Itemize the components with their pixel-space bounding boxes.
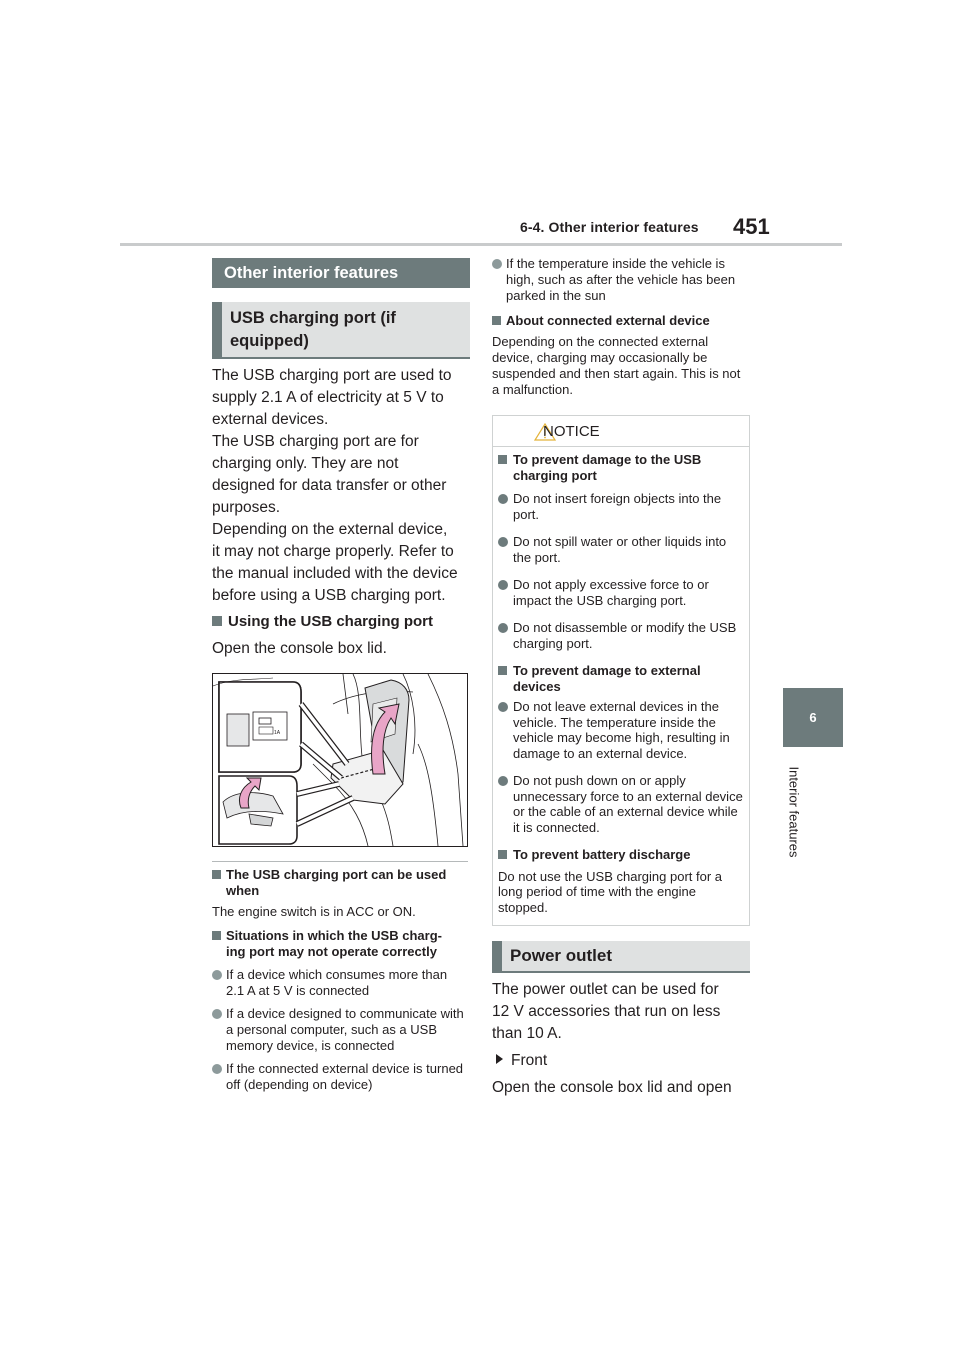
section-header: 6-4. Other interior features bbox=[520, 219, 699, 235]
note-usb-when: The USB charging port can be used when The engine switch is in ACC or ON. bbox=[212, 867, 447, 919]
front-label: Front bbox=[492, 1050, 750, 1072]
continued-list bbox=[492, 256, 750, 304]
subsection-title-usb: USB charging port (if equipped) bbox=[212, 302, 470, 359]
using-heading: Using the USB charging port bbox=[212, 613, 433, 630]
power-intro: The power outlet can be used for 12 V accessories that run on less than 10 A. bbox=[492, 981, 721, 1042]
usb-intro: The USB charging port are used to supply 2.1 A of electricity at 5 V to external devices. The USB charging port are for charging only. They are not designed for data transfer or other purposes. Depending on the external device, it may not charge properly. Refer to the manual included with the device before using a USB charging port. bbox=[212, 367, 458, 604]
list-item: Do not apply excessive force to or impact the USB charging port. bbox=[495, 577, 743, 608]
list-item: Do not spill water or other liquids into the port. bbox=[495, 534, 743, 565]
console-box-illustration bbox=[212, 673, 468, 847]
chapter-tab[interactable] bbox=[783, 688, 843, 747]
front-text: Open the console box lid and open bbox=[492, 1079, 732, 1096]
about-external-device: About connected external device Depending on the connected external device, charging may occasionally be suspended and then start again. This is not a malfunction. bbox=[492, 313, 741, 397]
notice-box bbox=[492, 415, 750, 926]
using-text: Open the console box lid. bbox=[212, 640, 387, 657]
list-item: Do not push down on or apply unnecessary force to an external device or the cable of an external device while it is connected. bbox=[495, 773, 743, 835]
usb-label: 1A bbox=[274, 730, 281, 736]
triangle-right-icon bbox=[496, 1054, 503, 1064]
list-item: If the connected external device is turned off (depending on device) bbox=[212, 1061, 468, 1093]
header-divider bbox=[120, 243, 842, 246]
section-title: Other interior features bbox=[212, 258, 470, 288]
list-item: If the temperature inside the vehicle is high, such as after the vehicle has been parked in the sun bbox=[492, 256, 750, 304]
notice-group-title: To prevent battery discharge bbox=[495, 847, 743, 863]
notice-title: NOTICE bbox=[543, 423, 600, 440]
notice-group-title: To prevent damage to external devices bbox=[495, 663, 743, 694]
list-item: Do not leave external devices in the vehicle. The temperature inside the vehicle may become high, resulting in damage to an external device. bbox=[495, 699, 743, 761]
list-item: Do not insert foreign objects into the port. bbox=[495, 491, 743, 522]
chapter-number: 6 bbox=[809, 710, 817, 725]
page-number: 451 bbox=[733, 214, 770, 239]
notice-group-title: To prevent damage to the USB charging port bbox=[495, 452, 743, 483]
note-divider bbox=[212, 861, 468, 862]
list-item: If a device designed to communicate with a personal computer, such as a USB memory device, is connected bbox=[212, 1006, 468, 1054]
chapter-tab-label: Interior features bbox=[786, 766, 802, 858]
list-item: Do not disassemble or modify the USB charging port. bbox=[495, 620, 743, 651]
list-item: If a device which consumes more than 2.1 A at 5 V is connected bbox=[212, 967, 468, 999]
notice-header bbox=[493, 416, 749, 447]
notice-battery-text: Do not use the USB charging port for a long period of time with the engine stopped. bbox=[498, 868, 723, 915]
console-box-drawing bbox=[213, 674, 467, 846]
note-situations: Situations in which the USB charg- ing port may not operate correctly If a device which consumes more than 2.1 A at 5 V is connected If a device designed to communicate with a personal computer, such as a USB memory device, is connected If the connected external device is turned off (depending on device) bbox=[212, 928, 468, 1093]
bullet-square-icon bbox=[212, 616, 222, 626]
subsection-title-power: Power outlet bbox=[492, 941, 750, 973]
